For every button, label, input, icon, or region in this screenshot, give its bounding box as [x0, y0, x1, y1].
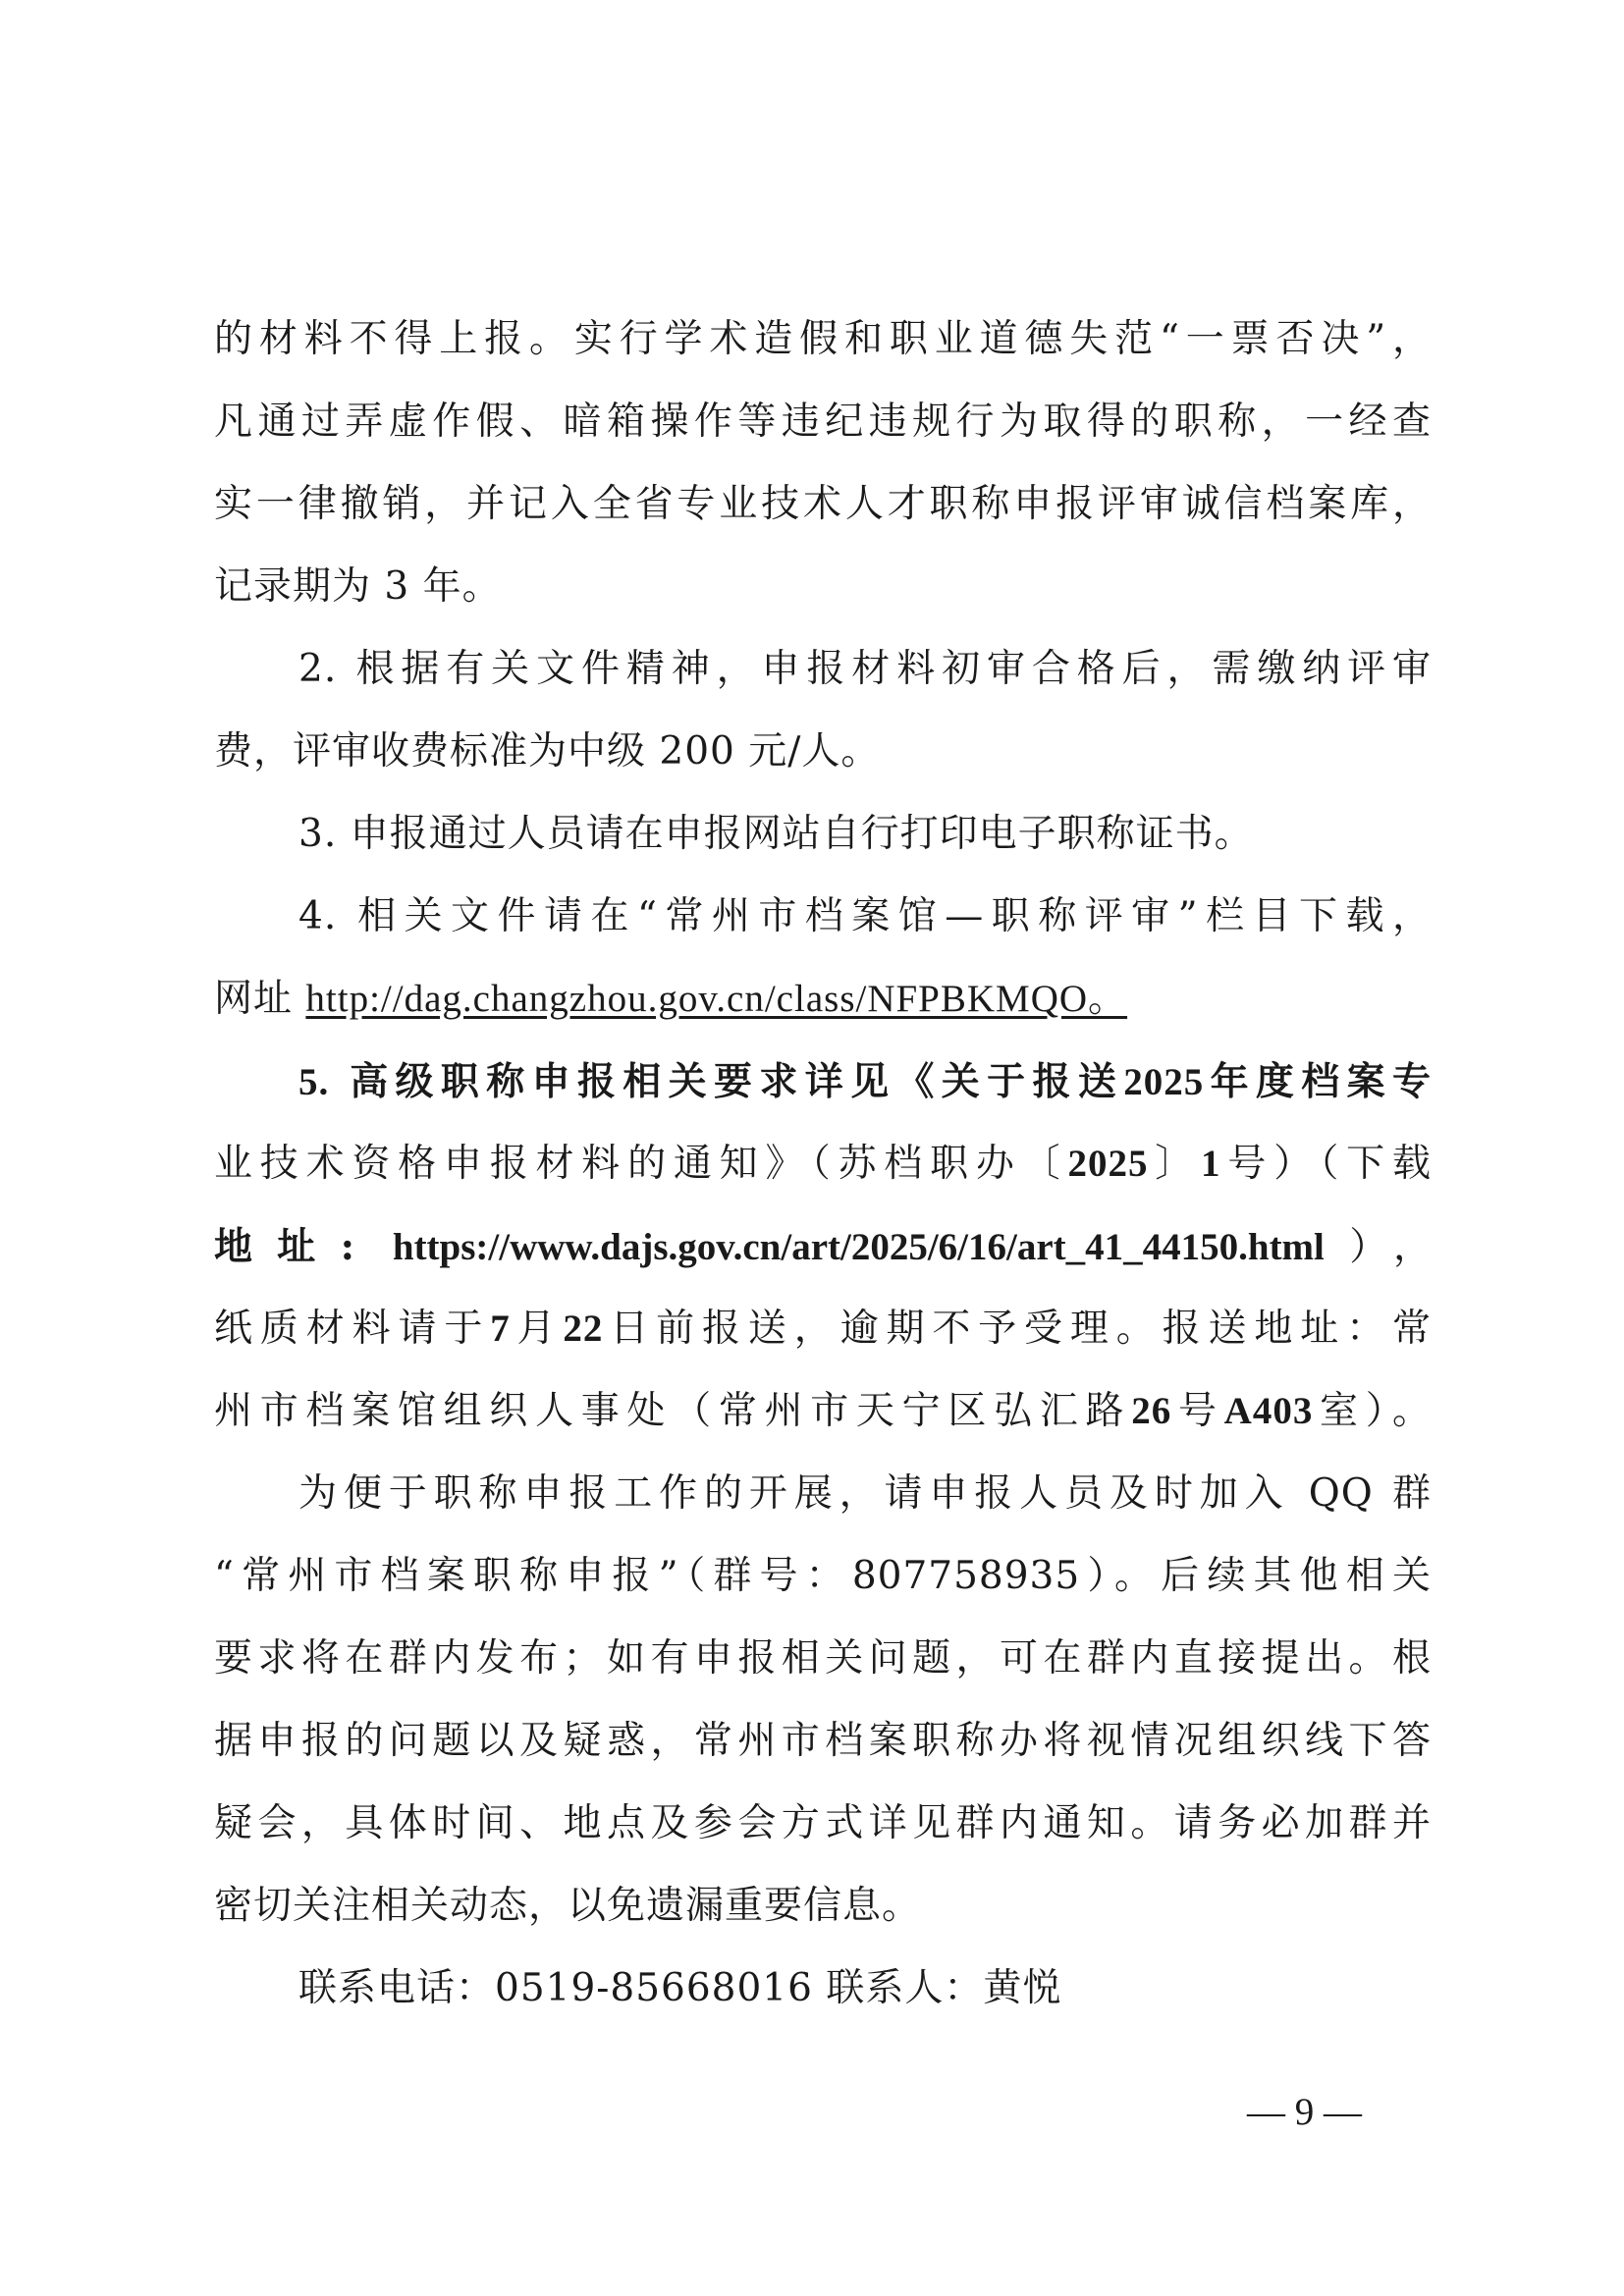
item3-line1: 3. 申报通过人员请在申报网站自行打印电子职称证书。 [298, 812, 1254, 856]
item5-line1 [298, 1054, 1432, 1110]
page-number: — 9 — [1247, 2091, 1362, 2133]
item5-url-suffix: ）， [1324, 1225, 1432, 1269]
qq-para-line2: “常州市档案职称申报”（群号：807758935）。后续其他相关 [214, 1554, 1432, 1598]
item5-line2-no: 1 [1201, 1143, 1221, 1185]
item2-line1: 2. 根据有关文件精神，申报材料初审合格后，需缴纳评审 [298, 647, 1432, 691]
item5-url-prefix: 地址: [214, 1224, 393, 1269]
qq-para-line6: 密切关注相关动态，以免遗漏重要信息。 [214, 1884, 922, 1928]
item5-line2-year: 2025 [1067, 1143, 1149, 1185]
item5-line3 [214, 1219, 1432, 1275]
item5-line4-day: 22 [563, 1308, 604, 1350]
item5-line1-tail: 年度档案专 [1204, 1059, 1432, 1104]
item5-line4-c: 日前报送，逾期不予受理。报送地址：常 [603, 1307, 1432, 1351]
para1-line3: 实一律撤销，并记入全省专业技术人才职称申报评审诚信档案库， [214, 482, 1432, 526]
item5-line2-c: 号）（下载 [1220, 1142, 1432, 1186]
para1-line1: 的材料不得上报。实行学术造假和职业道德失范“一票否决”， [214, 317, 1432, 361]
para1-line4: 记录期为 3 年。 [214, 564, 502, 609]
item5-line2 [214, 1137, 1432, 1192]
item5-line4 [214, 1302, 1432, 1357]
item4-line1: 4. 相关文件请在“常州市档案馆—职称评审”栏目下载， [298, 894, 1432, 938]
item2-line2: 费，评审收费标准为中级 200 元/人。 [214, 729, 881, 774]
item4-line2 [214, 972, 1432, 1027]
item4-url-prefix: 网址 [214, 977, 306, 1021]
item5-line4-a: 纸质材料请于 [214, 1307, 491, 1351]
item5-line5-room: A403 [1223, 1390, 1314, 1432]
item5-line5-a: 州市档案馆组织人事处（常州市天宁区弘汇路 [214, 1389, 1132, 1433]
qq-para-line4: 据申报的问题以及疑惑，常州市档案职称办将视情况组织线下答 [214, 1719, 1432, 1763]
item5-number: 5. [298, 1061, 330, 1103]
item5-line5-c: 室）。 [1313, 1389, 1432, 1433]
para1-line2: 凡通过弄虚作假、暗箱操作等违纪违规行为取得的职称，一经查 [214, 400, 1432, 444]
qq-para-line5: 疑会，具体时间、地点及参会方式详见群内通知。请务必加群并 [214, 1801, 1432, 1845]
qq-para-line1: 为便于职称申报工作的开展，请申报人员及时加入 QQ 群 [298, 1471, 1432, 1516]
item5-line4-b: 月 [510, 1307, 564, 1351]
item4-url-link[interactable]: http://dag.changzhou.gov.cn/class/NFPBKMQO。 [305, 978, 1128, 1020]
item5-line1-text: 高级职称申报相关要求详见《关于报送 [350, 1059, 1124, 1104]
item5-line5-number: 26 [1131, 1390, 1172, 1432]
item5-line2-b: 〕 [1148, 1142, 1202, 1186]
item5-line2-a: 业技术资格申报材料的通知》（苏档职办〔 [214, 1142, 1068, 1186]
item5-line1-year: 2025 [1123, 1061, 1205, 1103]
item5-line5 [214, 1384, 1432, 1439]
item5-url-link[interactable]: https://www.dajs.gov.cn/art/2025/6/16/art_41_44150.html [392, 1226, 1325, 1268]
contact-line: 联系电话：0519-85668016 联系人：黄悦 [298, 1966, 1062, 2010]
item5-line4-month: 7 [490, 1308, 511, 1350]
item5-line5-b: 号 [1171, 1389, 1224, 1433]
qq-para-line3: 要求将在群内发布；如有申报相关问题，可在群内直接提出。根 [214, 1636, 1432, 1681]
